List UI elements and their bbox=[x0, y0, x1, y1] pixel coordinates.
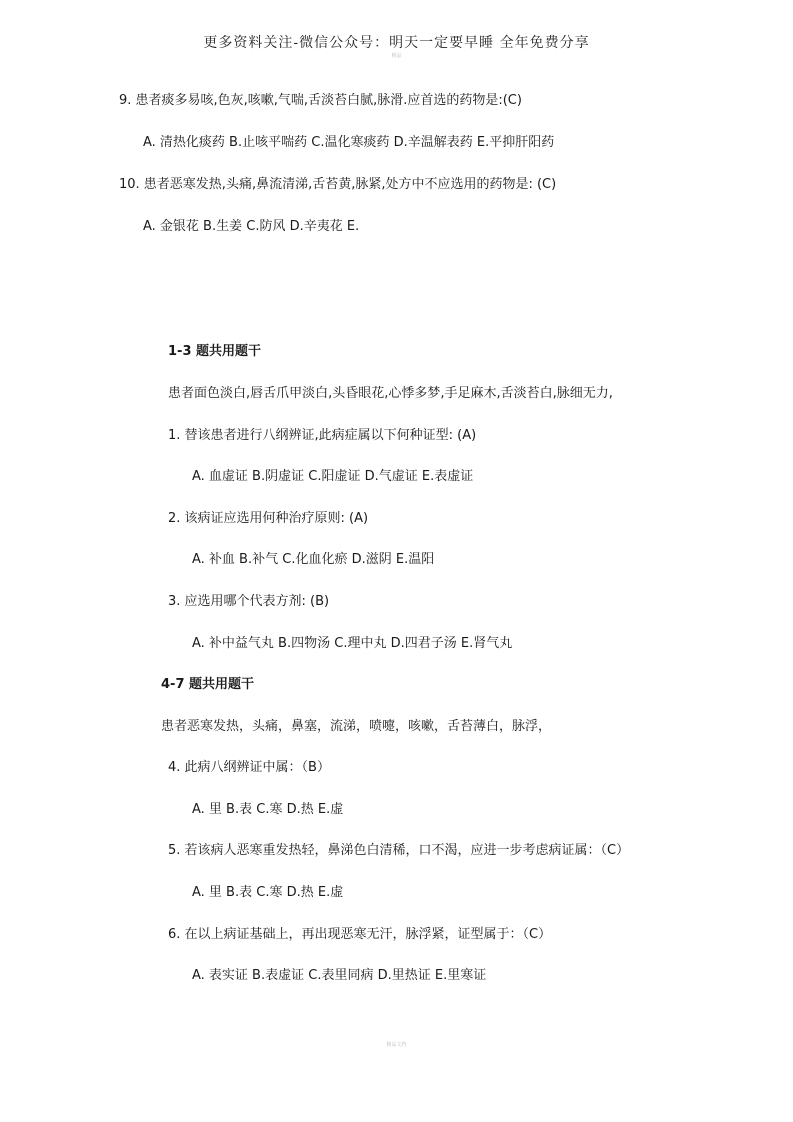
question-10-options: A. 金银花 B.生姜 C.防风 D.辛夷花 E. bbox=[143, 219, 360, 234]
question-1-options: A. 血虚证 B.阴虚证 C.阳虚证 D.气虚证 E.表虚证 bbox=[192, 469, 474, 484]
question-6: 6. 在以上病证基础上，再出现恶寒无汗，脉浮紧，证型属于：（C） bbox=[168, 927, 552, 942]
question-5: 5. 若该病人恶寒重发热轻，鼻涕色白清稀，口不渴，应进一步考虑病证属：（C） bbox=[168, 843, 630, 858]
question-3-options: A. 补中益气丸 B.四物汤 C.理中丸 D.四君子汤 E.肾气丸 bbox=[192, 636, 513, 651]
section-4-7-stem: 患者恶寒发热，头痛，鼻塞，流涕，喷嚏，咳嗽，舌苔薄白，脉浮， bbox=[161, 719, 552, 734]
question-4: 4. 此病八纲辨证中属：（B） bbox=[168, 760, 330, 775]
question-3: 3. 应选用哪个代表方剂: (B) bbox=[168, 594, 330, 609]
page-header: 更多资料关注-微信公众号：明天一定要早睡 全年免费分享 bbox=[203, 35, 590, 51]
question-2: 2. 该病证应选用何种治疗原则: (A) bbox=[168, 511, 369, 526]
question-4-options: A. 里 B.表 C.寒 D.热 E.虚 bbox=[192, 802, 344, 817]
page-header-subtitle: 精品 bbox=[391, 53, 402, 59]
question-1: 1. 替该患者进行八纲辨证,此病症属以下何种证型: (A) bbox=[168, 428, 477, 443]
section-1-3-title: 1-3 题共用题干 bbox=[168, 344, 262, 359]
question-2-options: A. 补血 B.补气 C.化血化瘀 D.滋阴 E.温阳 bbox=[192, 552, 435, 567]
question-9: 9. 患者痰多易咳,色灰,咳嗽,气喘,舌淡苔白腻,脉滑.应首选的药物是:(C) bbox=[119, 93, 522, 108]
question-9-options: A. 清热化痰药 B.止咳平喘药 C.温化寒痰药 D.辛温解表药 E.平抑肝阳药 bbox=[143, 135, 555, 150]
question-5-options: A. 里 B.表 C.寒 D.热 E.虚 bbox=[192, 885, 344, 900]
page-footer: 精品文档 bbox=[386, 1042, 407, 1048]
question-10: 10. 患者恶寒发热,头痛,鼻流清涕,舌苔黄,脉紧,处方中不应选用的药物是: (C) bbox=[119, 177, 557, 192]
question-6-options: A. 表实证 B.表虚证 C.表里同病 D.里热证 E.里寒证 bbox=[192, 968, 487, 983]
section-4-7-title: 4-7 题共用题干 bbox=[161, 677, 255, 692]
section-1-3-stem: 患者面色淡白,唇舌爪甲淡白,头昏眼花,心悸多梦,手足麻木,舌淡苔白,脉细无力, bbox=[168, 386, 613, 401]
